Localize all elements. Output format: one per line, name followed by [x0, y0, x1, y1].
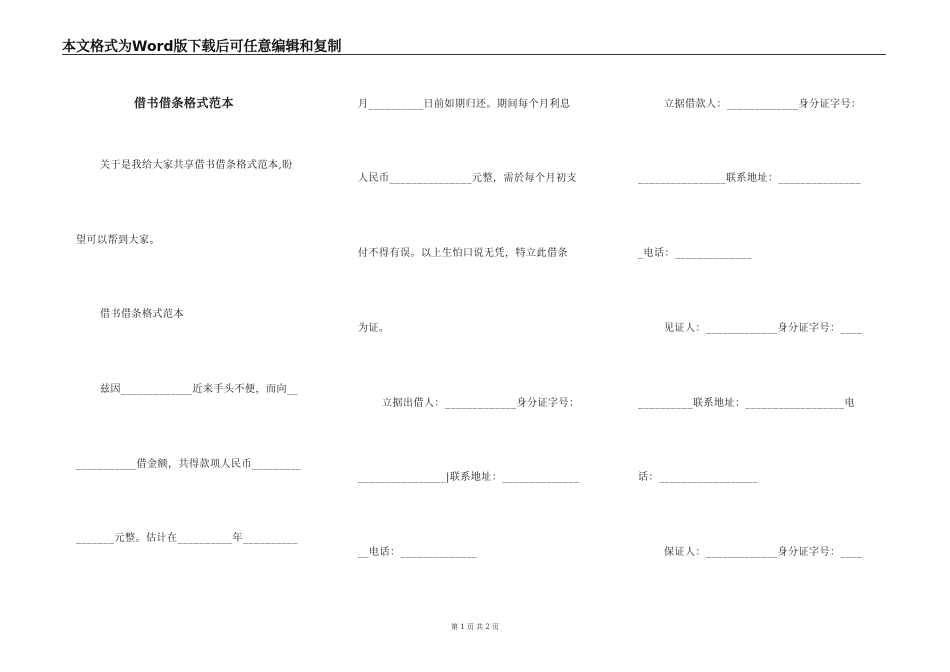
col3-line-4: 见证人：_____________身分证字号：____: [664, 323, 863, 334]
col2-line-7: __电话：______________: [358, 547, 478, 558]
col3-line-1: 立据借款人：_____________身分证字号：: [664, 99, 862, 110]
document-title: 借书借条格式范本: [134, 96, 235, 110]
col1-line-2: 望可以帮到大家。: [76, 235, 160, 246]
col2-line-3: 付不得有误。以上生怕口说无凭，特立此借条: [358, 248, 568, 259]
col3-line-2: ________________联系地址：_______________: [638, 173, 861, 184]
col2-line-1: 月__________日前如期归还。期间每个月利息: [358, 99, 571, 110]
col1-line-6: _______元整。估计在__________年__________: [76, 533, 298, 544]
col2-line-6: ________________|联系地址：______________: [358, 472, 580, 483]
col2-line-4: 为证。: [358, 323, 390, 334]
col1-line-5: ___________借金额，共得款项人民币_________: [76, 459, 302, 470]
col2-line-2: 人民币_______________元整，需於每个月初支: [358, 173, 577, 184]
header-divider: [62, 54, 886, 55]
col1-line-1: 关于是我给大家共享借书借条格式范本,盼: [100, 160, 293, 171]
col1-line-4: 兹因_____________近来手头不便，而向__: [100, 384, 298, 395]
col3-line-7: 保证人：_____________身分证字号：____: [664, 547, 863, 558]
page-number: 第 1 页 共 2 页: [450, 623, 500, 631]
col2-line-5: 立据出借人：_____________身分证字号：: [382, 398, 580, 409]
col3-line-6: 话：__________________: [638, 472, 758, 483]
col1-line-3: 借书借条格式范本: [100, 309, 184, 320]
col3-line-5: __________联系地址：__________________电: [638, 398, 855, 409]
col3-line-3: _电话：______________: [638, 248, 752, 259]
document-header: 本文格式为Word版下载后可任意编辑和复制: [62, 39, 342, 55]
